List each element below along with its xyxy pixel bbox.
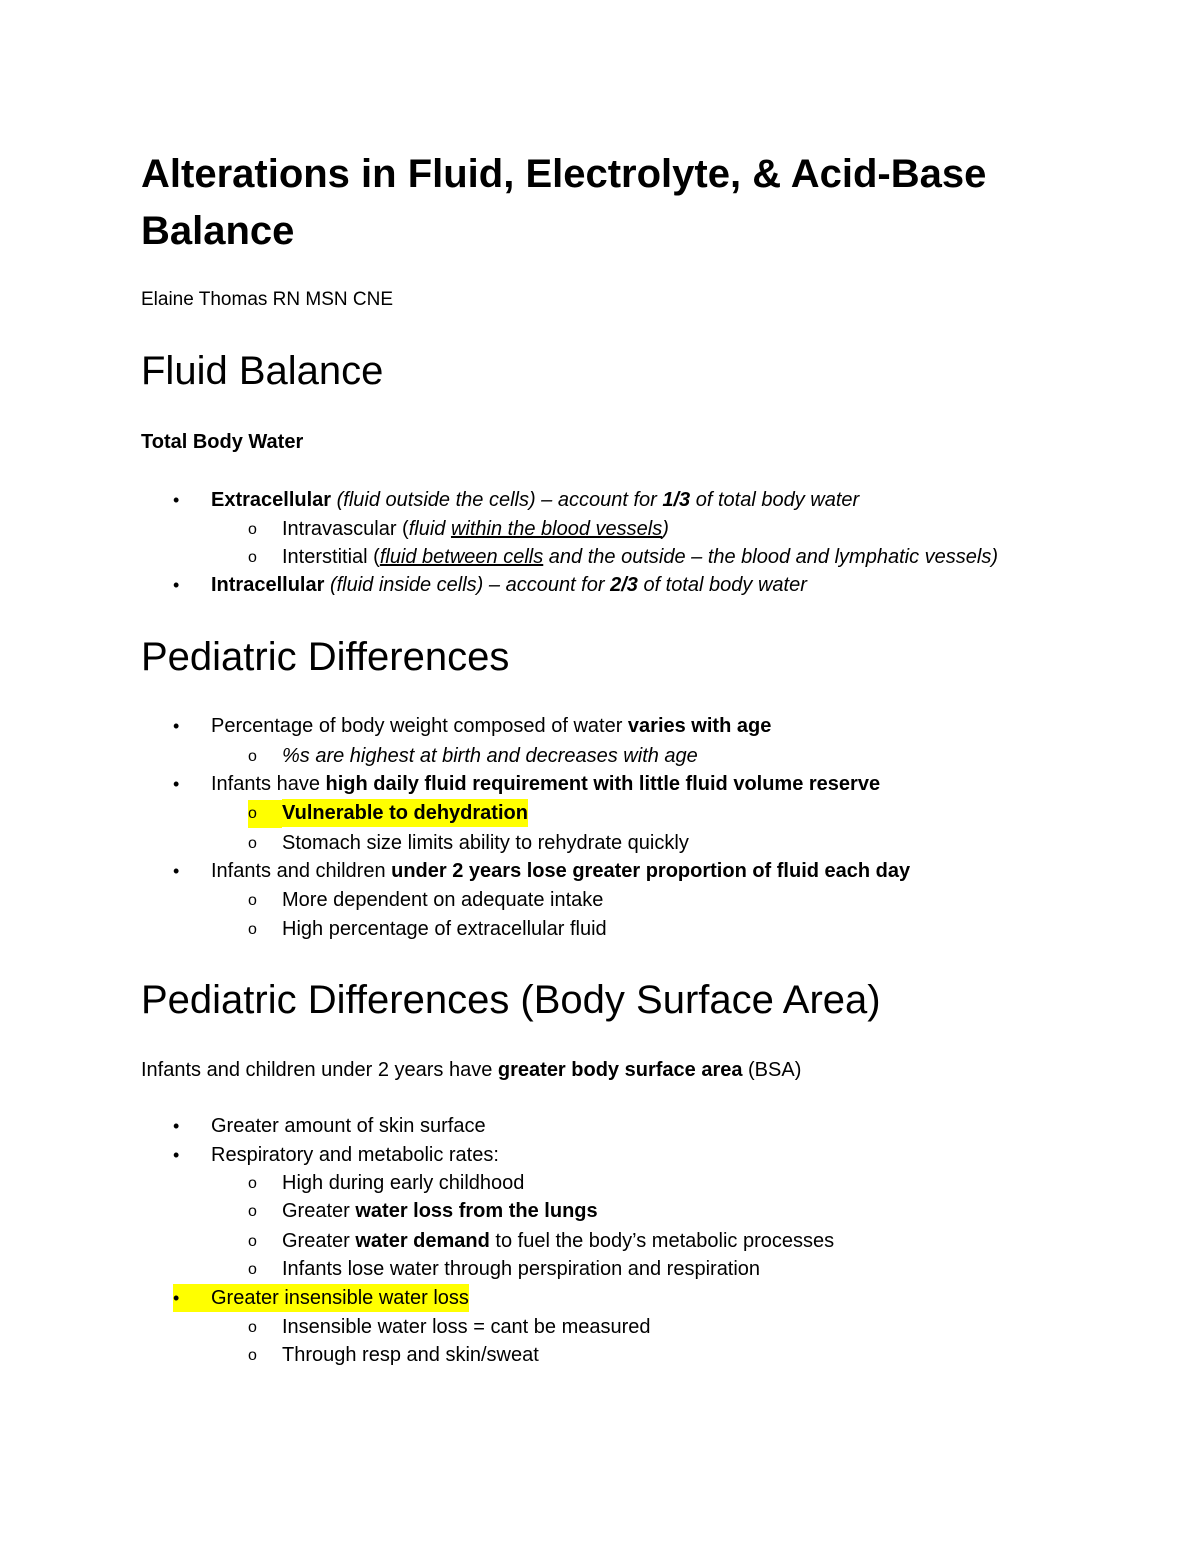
bsa-intro-paragraph: Infants and children under 2 years have greater body surface area (BSA)	[141, 1059, 802, 1081]
sub-bullet-marker: o	[248, 921, 257, 938]
sub-bullet-marker: o	[248, 521, 257, 538]
sub-bullet-marker: o	[248, 835, 257, 852]
sub-bullet-marker: o	[248, 1233, 257, 1250]
sub-bullet-marker: o	[248, 1261, 257, 1278]
author-line: Elaine Thomas RN MSN CNE	[141, 289, 394, 310]
heading-fluid-balance: Fluid Balance	[141, 349, 384, 393]
sub-bullet-marker: o	[248, 800, 282, 828]
bullet-marker: •	[173, 575, 180, 595]
bullet-marker: •	[173, 716, 180, 736]
highlighted-text: Vulnerable to dehydration	[282, 799, 528, 827]
term-intracellular: Intracellular	[211, 574, 325, 596]
heading-pediatric-differences: Pediatric Differences	[141, 635, 510, 679]
bullet-marker: •	[173, 774, 180, 794]
sub-bullet-marker: o	[248, 549, 257, 566]
highlighted-text: Greater insensible water loss	[211, 1284, 469, 1312]
term-extracellular: Extracellular	[211, 489, 332, 511]
sub-bullet-marker: o	[248, 1319, 257, 1336]
sub-bullet-marker: o	[248, 1175, 257, 1192]
subheading-total-body-water: Total Body Water	[141, 431, 304, 453]
bullet-marker: •	[173, 861, 180, 881]
sub-bullet-marker: o	[248, 1347, 257, 1364]
sub-bullet-marker: o	[248, 892, 257, 909]
sub-bullet-marker: o	[248, 748, 257, 765]
bullet-marker: •	[173, 490, 180, 510]
bullet-marker: •	[173, 1284, 211, 1312]
bullet-marker: •	[173, 1145, 180, 1165]
document-title: Alterations in Fluid, Electrolyte, & Acid-Base Balance	[141, 152, 987, 253]
sub-bullet-marker: o	[248, 1203, 257, 1220]
heading-body-surface-area: Pediatric Differences (Body Surface Area)	[141, 978, 881, 1022]
bullet-marker: •	[173, 1116, 180, 1136]
